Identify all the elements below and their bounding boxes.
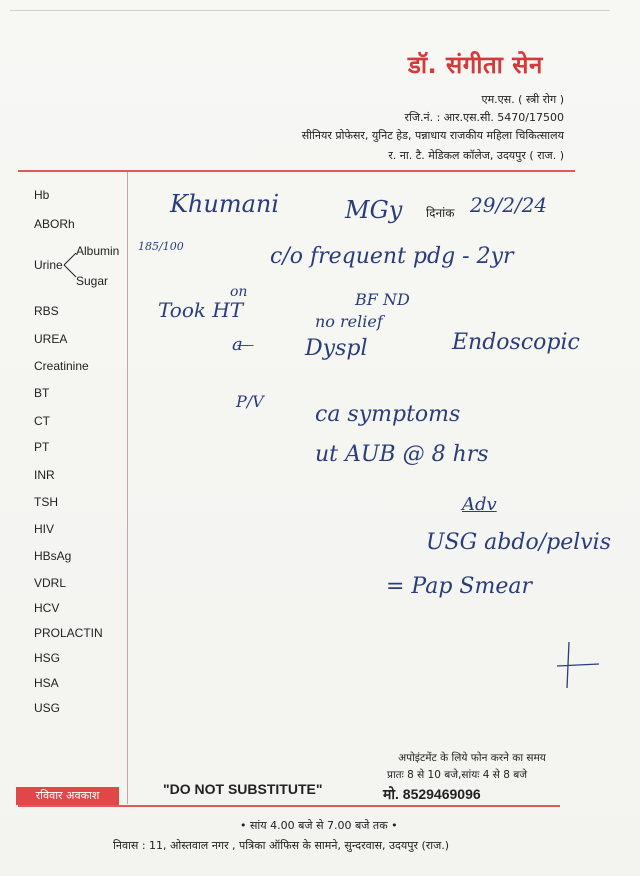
test-prolactin: PROLACTIN [34, 626, 103, 640]
designation: सीनियर प्रोफेसर, युनिट हेड, पन्नाधाय राजकीय महिला चिकित्सालय [301, 129, 564, 142]
mobile-number: मो. 8529469096 [383, 786, 481, 802]
test-bt: BT [34, 386, 50, 400]
test-urine: Urine [34, 258, 63, 272]
hw-line-endoscopic: Endoscopic [452, 330, 580, 355]
test-pt: PT [34, 440, 50, 454]
urine-branch-lines [62, 250, 78, 280]
test-aborh: ABORh [34, 217, 75, 231]
test-inr: INR [34, 468, 55, 482]
hw-line-on: on [230, 284, 248, 300]
test-hbsag: HBsAg [34, 549, 72, 563]
test-hb: Hb [34, 188, 50, 202]
hw-date: 29/2/24 [470, 193, 548, 217]
evening-hours: • सांय 4.00 बजे से 7.00 बजे तक • [240, 819, 398, 832]
footer-divider [18, 805, 560, 807]
hw-mark [555, 640, 605, 690]
test-tsh: TSH [34, 495, 58, 509]
header-divider [18, 170, 575, 172]
hw-bp: 185/100 [138, 240, 184, 253]
test-ct: CT [34, 414, 50, 428]
hw-line-bfnd: BF ND [355, 290, 410, 309]
test-rbs: RBS [34, 304, 59, 318]
tests-column-divider [127, 172, 128, 804]
hw-line-a: a ̶ ̶ [232, 334, 255, 355]
test-albumin: Albumin [76, 244, 120, 258]
test-hsg: HSG [34, 651, 61, 665]
hw-line-took: Took HT [158, 298, 244, 322]
appointment-title: अपोइंटमेंट के लिये फोन करने का समय [398, 752, 546, 764]
college: र. ना. टै. मेडिकल कॉलेज, उदयपुर ( राज. ) [388, 149, 564, 162]
do-not-substitute: "DO NOT SUBSTITUTE" [163, 781, 323, 797]
hw-line-pap: = Pap Smear [386, 574, 533, 599]
sunday-holiday-badge: रविवार अवकाश [16, 787, 119, 805]
hw-line-usg: USG abdo/pelvis [426, 530, 612, 555]
test-hsa: HSA [34, 676, 59, 690]
hw-line-pv: P/V [236, 392, 264, 411]
top-edge-line [10, 10, 610, 11]
hw-adv: Adv [462, 494, 497, 515]
date-label: दिनांक [426, 206, 455, 220]
registration-number: रजि.नं. : आर.एस.सी. 5470/17500 [404, 111, 564, 124]
hw-line-dyspl: Dyspl [305, 336, 368, 361]
hw-patient-name: Khumani [170, 190, 280, 218]
test-usg: USG [34, 701, 61, 715]
appointment-times: प्रातः 8 से 10 बजे,सांयः 4 से 8 बजे [386, 769, 528, 781]
test-hiv: HIV [34, 522, 55, 536]
hw-line-relief: no relief [315, 312, 383, 331]
doctor-name: डॉ. संगीता सेन [408, 51, 543, 79]
hw-age: MGy [345, 196, 403, 224]
test-vdrl: VDRL [34, 576, 67, 590]
test-sugar: Sugar [76, 274, 109, 288]
qualification: एम.एस. ( स्त्री रोग ) [481, 93, 564, 106]
residence-address: निवास : 11, ओस्तवाल नगर , पत्रिका ऑफिस के सामने, सुन्दरवास, उदयपुर (राज.) [113, 839, 450, 852]
hw-line-symptoms: ca symptoms [315, 402, 461, 427]
test-hcv: HCV [34, 601, 60, 615]
test-creatinine: Creatinine [34, 359, 89, 373]
test-urea: UREA [34, 332, 68, 346]
hw-line-complaint: c/o frequent pdg - 2yr [270, 244, 514, 269]
hw-line-aub: ut AUB @ 8 hrs [315, 442, 489, 467]
